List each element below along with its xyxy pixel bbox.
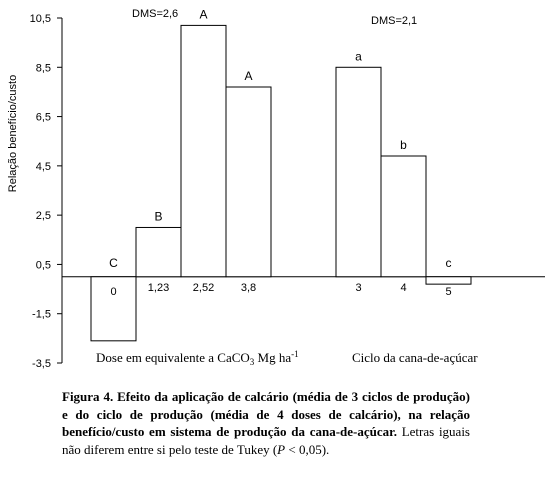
- significance-letter: C: [109, 255, 118, 270]
- chart-axes: [7, 13, 545, 370]
- category-label: 2,52: [192, 281, 215, 294]
- caption-p-symbol: P: [277, 441, 286, 457]
- significance-letter: b: [400, 138, 407, 152]
- y-tick-label: -1,5: [32, 308, 51, 321]
- y-tick-label: 6,5: [35, 111, 51, 124]
- bar: [336, 67, 381, 276]
- group-label-superscript: -1: [291, 349, 299, 359]
- category-label: 1,23: [147, 281, 170, 294]
- significance-letter: A: [244, 69, 253, 83]
- category-label: 3,8: [240, 281, 257, 294]
- dms-annotation: DMS=2,1: [371, 15, 418, 27]
- significance-letter: B: [154, 209, 163, 224]
- category-label: 3: [355, 281, 362, 294]
- dms-annotation: DMS=2,6: [132, 8, 179, 20]
- significance-letter: A: [199, 7, 208, 22]
- caption-text: Letras iguais não diferem entre si pelo teste de Tukey (: [62, 424, 470, 457]
- bar: [426, 277, 471, 284]
- category-label: 5: [445, 285, 452, 298]
- y-tick-label: 10,5: [29, 13, 51, 25]
- category-label: 4: [400, 281, 407, 294]
- significance-letter: c: [445, 255, 452, 270]
- bar: [381, 156, 426, 277]
- y-tick-label: 2,5: [35, 210, 51, 223]
- y-axis-label: Relação benefício/custo: [7, 74, 19, 193]
- significance-letter: a: [355, 49, 362, 64]
- caption-bold-text: Efeito da aplicação de calcário (média de 3 ciclos de produção) e do ciclo de produção (média de 4 doses de calcário), na relação benefício/custo em sistema de produção da cana-de-açúcar.: [62, 389, 470, 440]
- y-tick-label: 8,5: [35, 62, 51, 75]
- y-tick-label: -3,5: [32, 358, 51, 370]
- bar: [226, 87, 271, 277]
- group-label-cycle: Ciclo da cana-de-açúcar: [352, 350, 478, 365]
- figure-caption: [62, 388, 470, 458]
- category-label: 0: [110, 285, 117, 298]
- caption-p-text: < 0,05).: [285, 441, 330, 457]
- group-label-text: Mg ha: [254, 350, 292, 365]
- caption-label: Figura 4.: [62, 389, 114, 404]
- group-label-subscript: 3: [249, 357, 255, 367]
- y-tick-label: 0,5: [35, 259, 51, 272]
- y-tick-label: 4,5: [35, 160, 51, 173]
- bar: [181, 25, 226, 276]
- group-label-text: Dose em equivalente a CaCO: [96, 350, 250, 365]
- bar: [136, 227, 181, 276]
- group-label-dose: [96, 349, 299, 367]
